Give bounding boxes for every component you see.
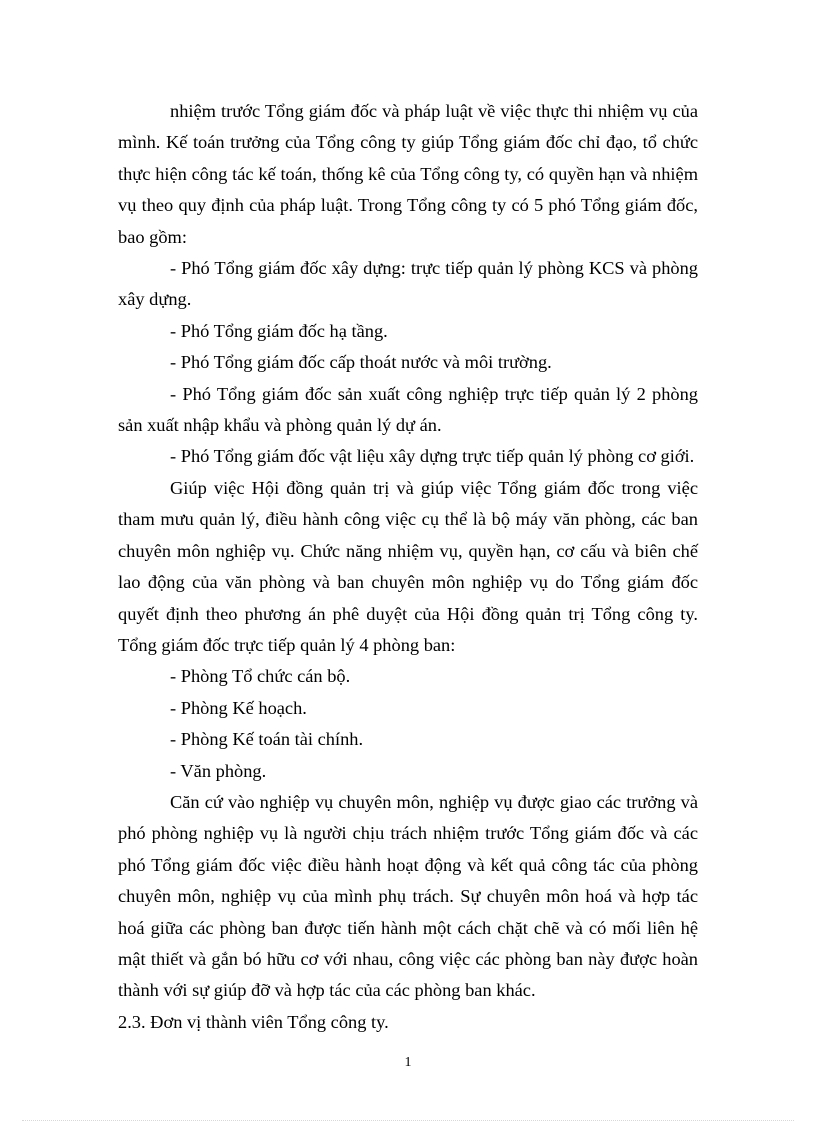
- list-item: - Văn phòng.: [170, 760, 267, 781]
- list-item: - Phó Tổng giám đốc xây dựng: trực tiếp quản lý phòng KCS và phòng xây dựng.: [118, 258, 698, 310]
- section-heading: 2.3. Đơn vị thành viên Tổng công ty.: [118, 1011, 389, 1032]
- list-item: - Phó Tổng giám đốc cấp thoát nước và môi trường.: [170, 352, 552, 373]
- list-item: - Phó Tổng giám đốc sản xuất công nghiệp trực tiếp quản lý 2 phòng sản xuất nhập khẩu và phòng quản lý dự án.: [118, 383, 698, 436]
- list-item: - Phòng Kế toán tài chính.: [170, 729, 364, 750]
- body-paragraph: nhiệm trước Tổng giám đốc và pháp luật về việc thực thi nhiệm vụ của mình. Kế toán trưởng của Tổng công ty giúp Tổng giám đốc chỉ đạo, tổ chức thực hiện công tác kế toán, thống kê của Tổng công ty, có quyền hạn và nhiệm vụ theo quy định của pháp luật. Trong Tổng công ty có 5 phó Tổng giám đốc, bao gồm:: [118, 101, 698, 247]
- list-item: - Phòng Kế hoạch.: [170, 697, 307, 718]
- page-number: 1: [404, 1055, 412, 1070]
- page-bottom-border: [22, 1120, 794, 1121]
- document-body: [118, 96, 698, 1038]
- body-paragraph: Giúp việc Hội đồng quản trị và giúp việc Tổng giám đốc trong việc tham mưu quản lý, điều hành công việc cụ thể là bộ máy văn phòng, các ban chuyên môn nghiệp vụ. Chức năng nhiệm vụ, quyền hạn, cơ cấu và biên chế lao động của văn phòng và ban chuyên môn nghiệp vụ do Tổng giám đốc quyết định theo phương án phê duyệt của Hội đồng quản trị Tổng công ty. Tổng giám đốc trực tiếp quản lý 4 phòng ban:: [118, 477, 698, 655]
- body-paragraph: Căn cứ vào nghiệp vụ chuyên môn, nghiệp vụ được giao các trưởng và phó phòng nghiệp vụ là người chịu trách nhiệm trước Tổng giám đốc và các phó Tổng giám đốc việc điều hành hoạt động và kết quả công tác của phòng chuyên môn, nghiệp vụ của mình phụ trách. Sự chuyên môn hoá và hợp tác hoá giữa các phòng ban được tiến hành một cách chặt chẽ và có mối liên hệ mật thiết và gắn bó hữu cơ với nhau, công việc các phòng ban này được hoàn thành với sự giúp đỡ và hợp tác của các phòng ban khác.: [118, 791, 698, 1001]
- list-item: - Phó Tổng giám đốc hạ tầng.: [170, 320, 388, 341]
- list-item: - Phó Tổng giám đốc vật liệu xây dựng trực tiếp quản lý phòng cơ giới.: [170, 446, 695, 467]
- list-item: - Phòng Tổ chức cán bộ.: [170, 666, 351, 687]
